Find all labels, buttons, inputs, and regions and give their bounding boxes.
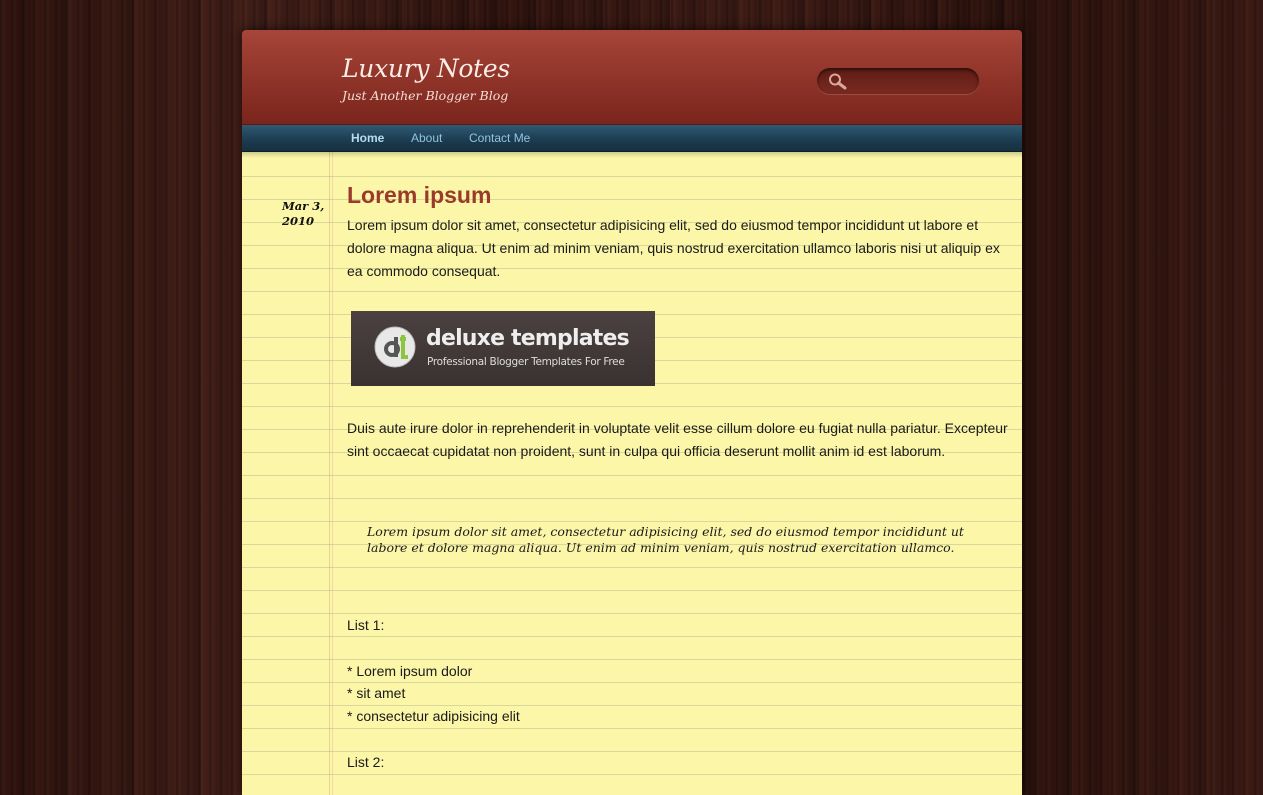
search-box[interactable] bbox=[817, 68, 979, 94]
deluxe-templates-banner[interactable] bbox=[351, 311, 655, 386]
blog-title[interactable]: Luxury Notes bbox=[342, 54, 510, 83]
search-icon[interactable] bbox=[827, 72, 849, 90]
nav-item-home[interactable]: Home bbox=[351, 131, 385, 145]
nav-item-about[interactable]: About bbox=[411, 131, 443, 145]
blog-page bbox=[242, 30, 1022, 795]
nav-item-contact[interactable]: Contact Me bbox=[469, 131, 531, 145]
post-date bbox=[282, 199, 342, 229]
post-date-year: 2010 bbox=[282, 214, 315, 228]
post-paragraph-2: Duis aute irure dolor in reprehenderit in voluptate velit esse cillum dolore eu fugiat nulla pariatur. Excepteur sint occaecat cupidatat non proident, sunt in culpa qui officia deserunt mollit anim id est laborum. bbox=[347, 420, 1008, 459]
nav-bar bbox=[242, 125, 1022, 152]
post-date-month-day: Mar 3, bbox=[282, 199, 325, 213]
post-area bbox=[242, 152, 1022, 795]
search-input[interactable] bbox=[851, 71, 973, 93]
post-blockquote: Lorem ipsum dolor sit amet, consectetur adipisicing elit, sed do eiusmod tempor incididunt ut labore et dolore magna aliqua. Ut enim ad minim veniam, quis nostrud exercitation ullamco. bbox=[367, 524, 964, 555]
banner-subtitle: Professional Blogger Templates For Free bbox=[427, 356, 625, 368]
post-paragraph-1: Lorem ipsum dolor sit amet, consectetur adipisicing elit, sed do eiusmod tempor incididunt ut labore et dolore magna aliqua. Ut enim ad minim veniam, quis nostrud exercitation ullamco laboris nisi ut aliquip ex ea commodo consequat. bbox=[347, 217, 1000, 279]
list-item: * sit amet bbox=[347, 685, 406, 701]
post-title[interactable]: Lorem ipsum bbox=[347, 182, 492, 208]
paper-shadow bbox=[242, 152, 1022, 158]
deluxe-templates-logo-icon bbox=[373, 325, 417, 369]
blog-header bbox=[242, 30, 1022, 125]
list-item: * consectetur adipisicing elit bbox=[347, 708, 520, 724]
list-item: * Lorem ipsum dolor bbox=[347, 663, 473, 679]
blog-tagline: Just Another Blogger Blog bbox=[342, 88, 509, 103]
list1-heading: List 1: bbox=[347, 617, 385, 633]
list2-heading: List 2: bbox=[347, 754, 385, 770]
banner-title: deluxe templates bbox=[426, 326, 629, 351]
